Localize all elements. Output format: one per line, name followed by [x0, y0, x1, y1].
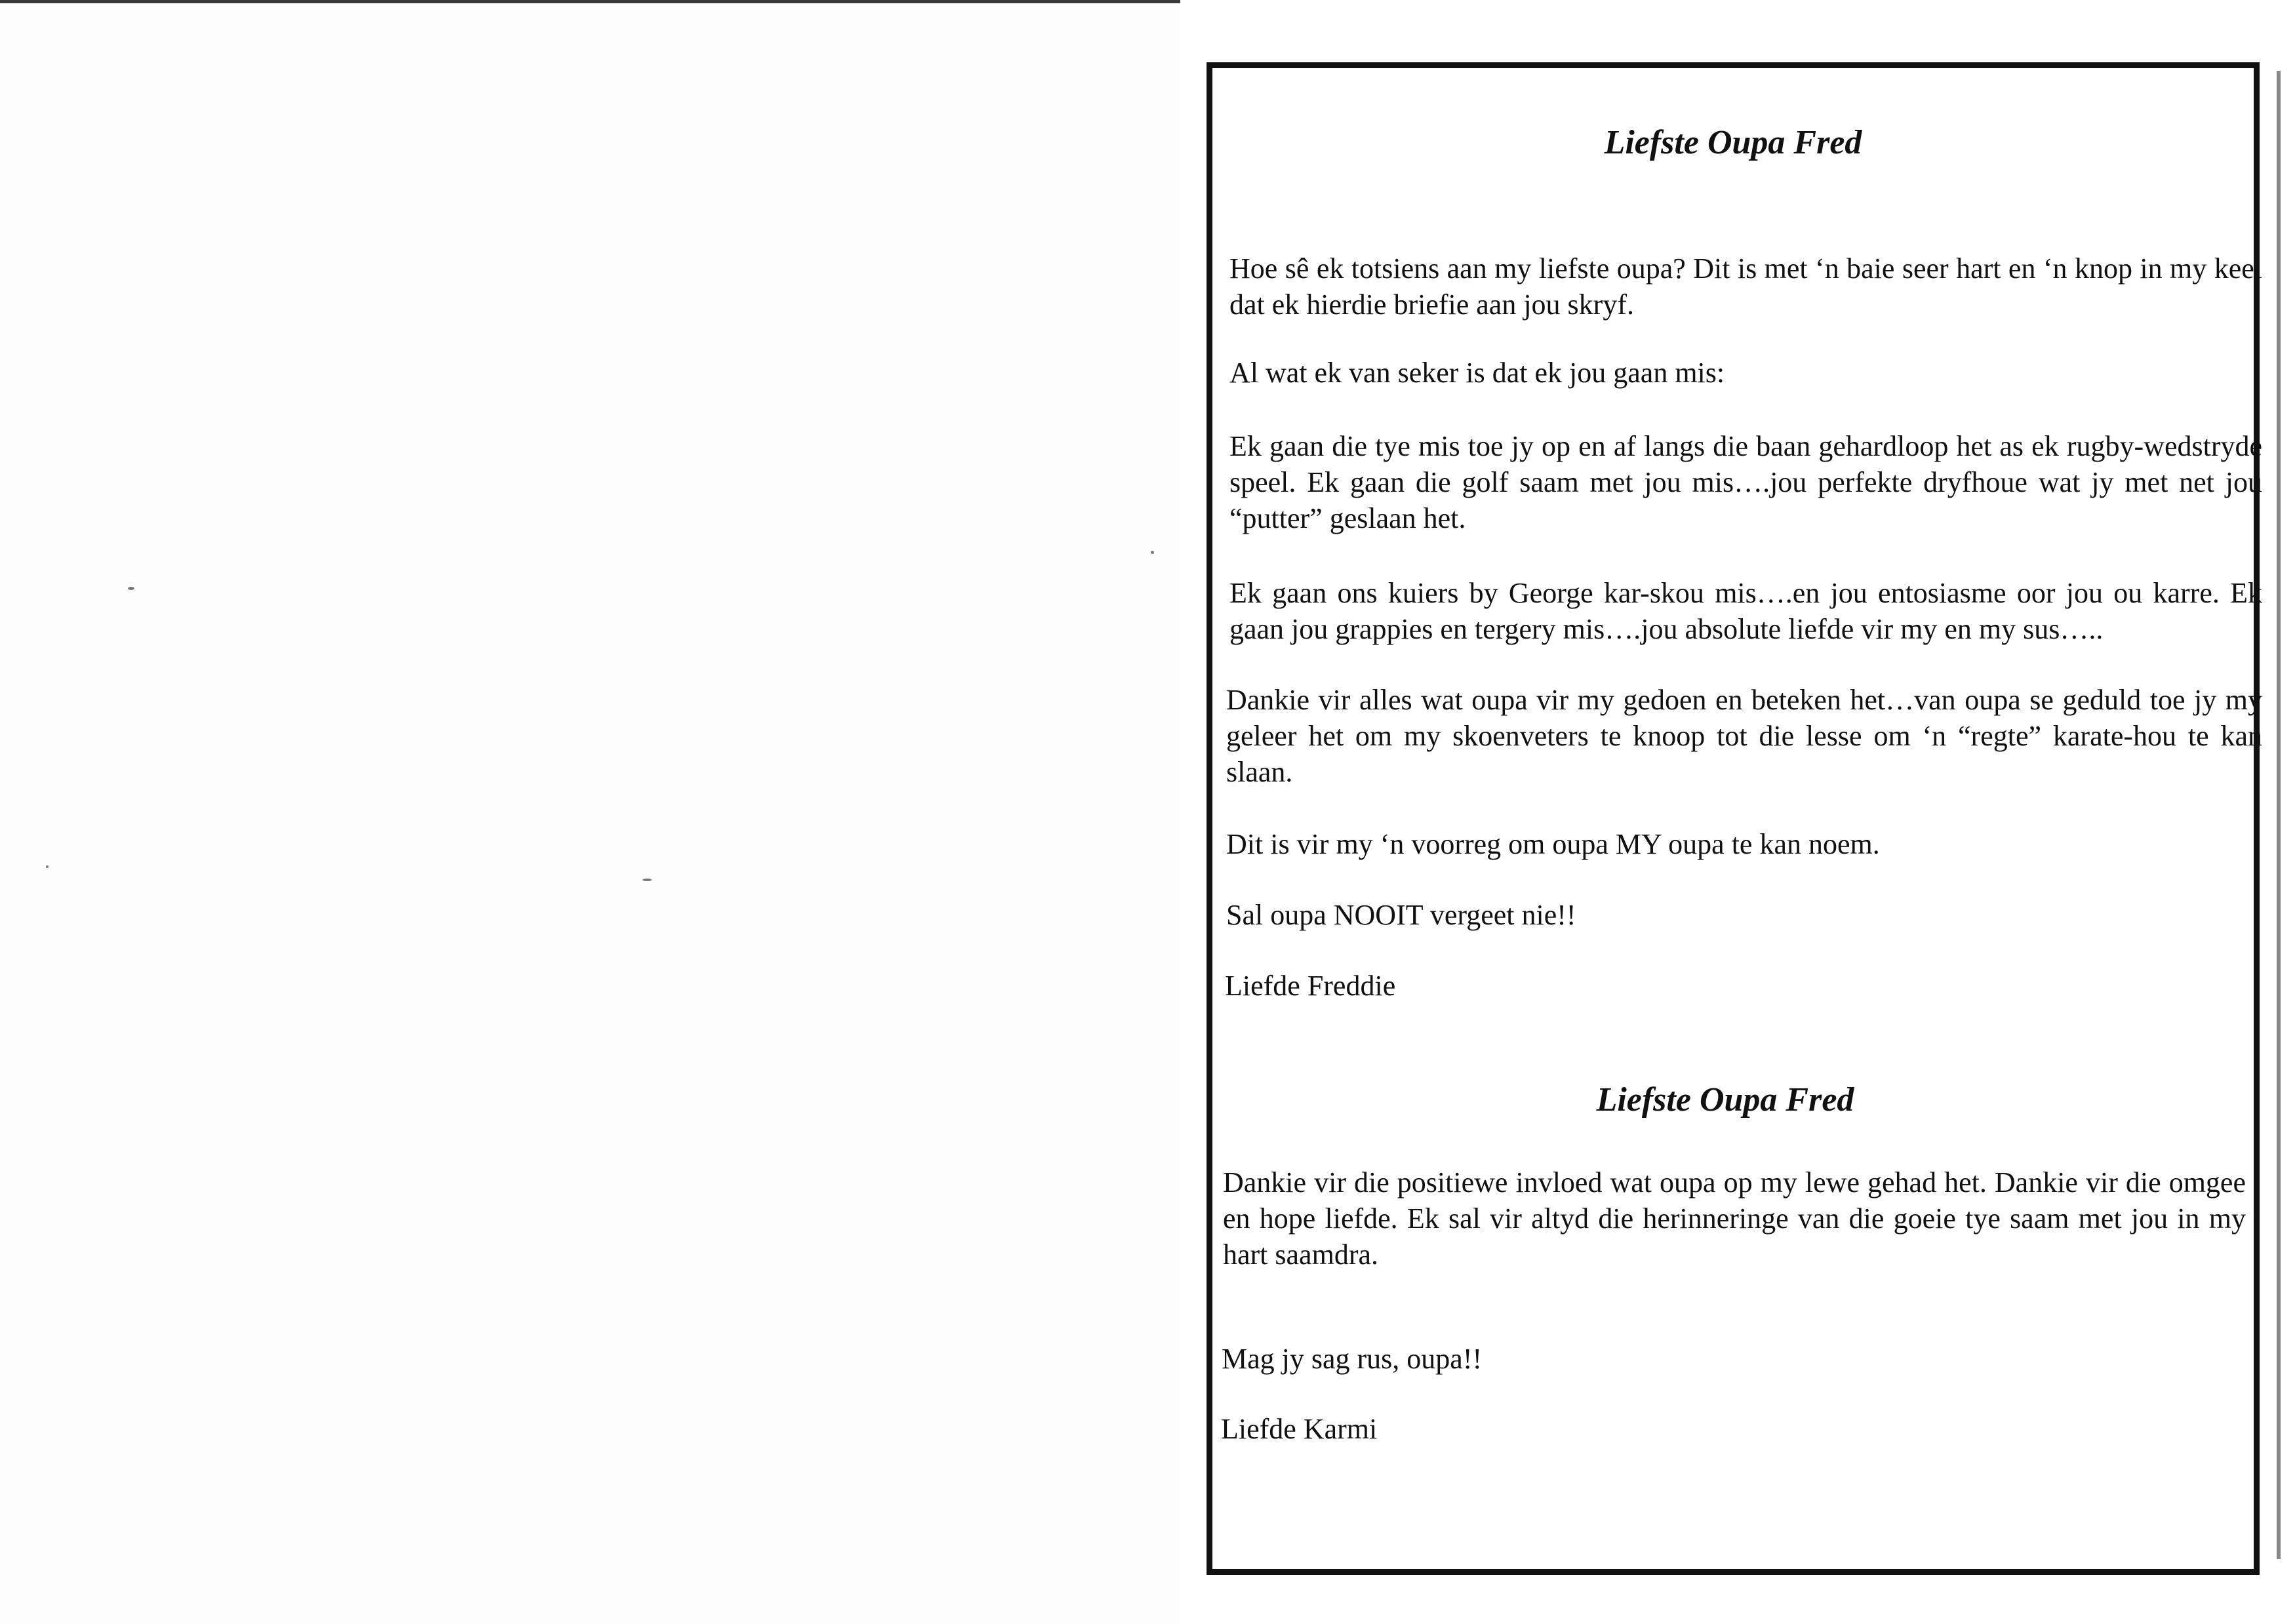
letter-2-title: Liefste Oupa Fred: [1596, 1081, 1854, 1119]
left-page-blank: [0, 3, 1180, 1624]
scan-speck: [128, 587, 134, 590]
frame-shadow: [2277, 71, 2281, 1559]
letter-1-paragraph-7: Sal oupa NOOIT vergeet nie!!: [1226, 899, 1576, 931]
letter-2-signature: Liefde Karmi: [1221, 1413, 1378, 1445]
letter-1-paragraph-3: Ek gaan die tye mis toe jy op en af langs die baan gehardloop het as ek rugby-wedstryde speel. Ek gaan die golf saam met jou mis….jou perfekte dryfhoue wat jy met net jou “putter” geslaan het.: [1229, 430, 2262, 534]
letter-1-paragraph-2: Al wat ek van seker is dat ek jou gaan mis:: [1229, 357, 1725, 389]
scan-speck: [643, 879, 652, 881]
letter-1-paragraph-1: Hoe sê ek totsiens aan my liefste oupa? Dit is met ‘n baie seer hart en ‘n knop in my keel dat ek hierdie briefie aan jou skryf.: [1229, 252, 2262, 321]
letter-1-signature: Liefde Freddie: [1225, 970, 1396, 1002]
letter-2-paragraph-1: Dankie vir die positiewe invloed wat oupa op my lewe gehad het. Dankie vir die omgee en hope liefde. Ek sal vir altyd die herinneringe van die goeie tye saam met jou in my hart saamdra.: [1223, 1166, 2246, 1271]
letter-1-paragraph-6: Dit is vir my ‘n voorreg om oupa MY oupa te kan noem.: [1226, 828, 1880, 860]
scan-speck: [1151, 551, 1154, 554]
scan-speck: [46, 865, 49, 868]
letter-2-paragraph-2: Mag jy sag rus, oupa!!: [1222, 1343, 1483, 1375]
letter-1-paragraph-5: Dankie vir alles wat oupa vir my gedoen en beteken het…van oupa se geduld toe jy my geleer het om my skoenveters te knoop tot die lesse om ‘n “regte” karate-hou te kan slaan.: [1226, 684, 2262, 788]
letter-1-paragraph-4: Ek gaan ons kuiers by George kar-skou mis….en jou entosiasme oor jou ou karre. Ek gaan jou grappies en tergery mis….jou absolute liefde vir my en my sus…..: [1229, 577, 2262, 645]
letter-1-title: Liefste Oupa Fred: [1604, 124, 1862, 161]
